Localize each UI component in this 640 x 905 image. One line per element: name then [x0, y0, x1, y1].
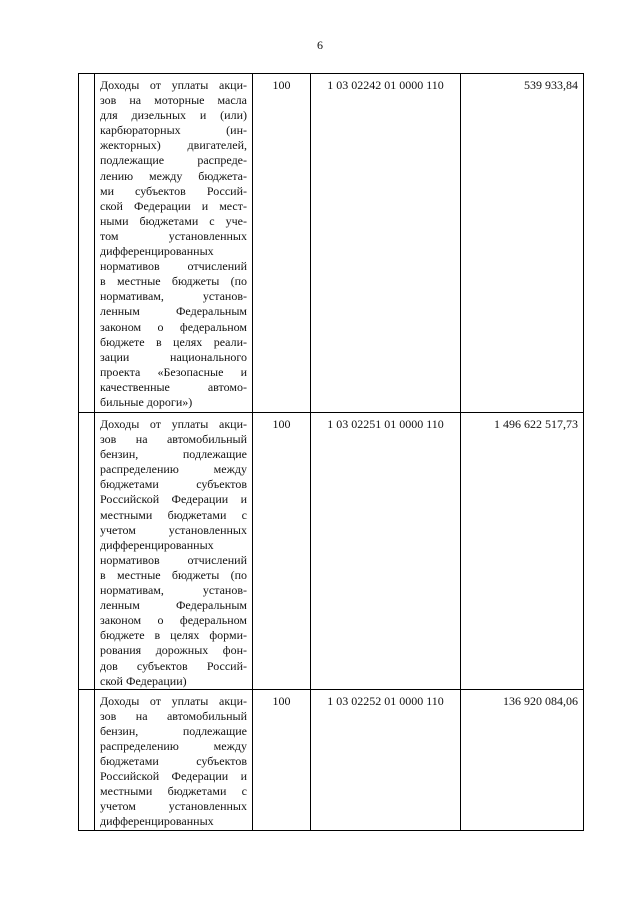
row-description: [95, 413, 253, 690]
empty-cell: [79, 74, 95, 413]
page-number: 6: [317, 38, 323, 52]
description-line: распределению между: [100, 462, 247, 477]
row-description: [95, 689, 253, 830]
amount: 136 920 084,06: [461, 689, 584, 830]
description-line: бензин, подлежащие: [100, 447, 247, 462]
description-line: в местные бюджеты (по: [100, 274, 247, 289]
description-line: дифференцированных: [100, 814, 214, 829]
description-line: ской Федерации и мест-: [100, 198, 247, 213]
description-line: ской Федерации): [100, 673, 187, 688]
description-line: подлежащие распреде-: [100, 153, 247, 168]
revenue-code: 1 03 02251 01 0000 110: [311, 413, 461, 690]
description-line: нормативам, установ-: [100, 289, 247, 304]
description-line: Российской Федерации и: [100, 769, 247, 784]
admin-code: 100: [253, 74, 311, 413]
description-line: проекта «Безопасные и: [100, 364, 247, 379]
description-line: бюджетами субъектов: [100, 754, 247, 769]
description-line: бюджете в целях форми-: [100, 628, 247, 643]
table-row: [79, 413, 584, 690]
description-line: законом о федеральном: [100, 613, 247, 628]
revenue-code: 1 03 02242 01 0000 110: [311, 74, 461, 413]
description-line: дифференцированных: [100, 244, 214, 259]
description-line: качественные автомо-: [100, 379, 247, 394]
description-line: ленным Федеральным: [100, 598, 247, 613]
description-line: для дизельных и (или): [100, 108, 247, 123]
description-line: бильные дороги»): [100, 394, 193, 409]
empty-cell: [79, 689, 95, 830]
description-line: ными бюджетами с уче-: [100, 213, 247, 228]
description-line: законом о федеральном: [100, 319, 247, 334]
description-line: Доходы от уплаты акци-: [100, 417, 247, 431]
description-line: бензин, подлежащие: [100, 723, 247, 738]
description-line: зации национального: [100, 349, 247, 364]
description-line: рования дорожных фон-: [100, 643, 247, 658]
description-line: ленным Федеральным: [100, 304, 247, 319]
description-line: зов на моторные масла: [100, 93, 247, 108]
description-line: учетом установленных: [100, 799, 247, 814]
description-line: бюджете в целях реали-: [100, 334, 247, 349]
description-line: Российской Федерации и: [100, 492, 247, 507]
description-line: лению между бюджета-: [100, 168, 247, 183]
description-line: местными бюджетами с: [100, 784, 247, 799]
description-line: том установленных: [100, 228, 247, 243]
description-line: Доходы от уплаты акци-: [100, 693, 247, 708]
description-line: распределению между: [100, 738, 247, 753]
description-line: нормативов отчислений: [100, 552, 247, 567]
row-description: [95, 74, 253, 413]
description-line: зов на автомобильный: [100, 708, 247, 723]
description-line: карбюраторных (ин-: [100, 123, 247, 138]
description-line: Доходы от уплаты акци-: [100, 78, 247, 92]
amount: 539 933,84: [461, 74, 584, 413]
description-line: местными бюджетами с: [100, 507, 247, 522]
table-row: [79, 74, 584, 413]
revenue-code: 1 03 02252 01 0000 110: [311, 689, 461, 830]
description-line: нормативам, установ-: [100, 583, 247, 598]
description-line: ми субъектов Россий-: [100, 183, 247, 198]
description-line: бюджетами субъектов: [100, 477, 247, 492]
table-row: [79, 689, 584, 830]
description-line: зов на автомобильный: [100, 432, 247, 447]
admin-code: 100: [253, 413, 311, 690]
description-line: жекторных) двигателей,: [100, 138, 247, 153]
admin-code: 100: [253, 689, 311, 830]
description-line: дифференцированных: [100, 537, 214, 552]
revenue-table: [78, 73, 584, 831]
description-line: дов субъектов Россий-: [100, 658, 247, 673]
description-line: нормативов отчислений: [100, 259, 247, 274]
amount: 1 496 622 517,73: [461, 413, 584, 690]
empty-cell: [79, 413, 95, 690]
description-line: учетом установленных: [100, 522, 247, 537]
description-line: в местные бюджеты (по: [100, 567, 247, 582]
